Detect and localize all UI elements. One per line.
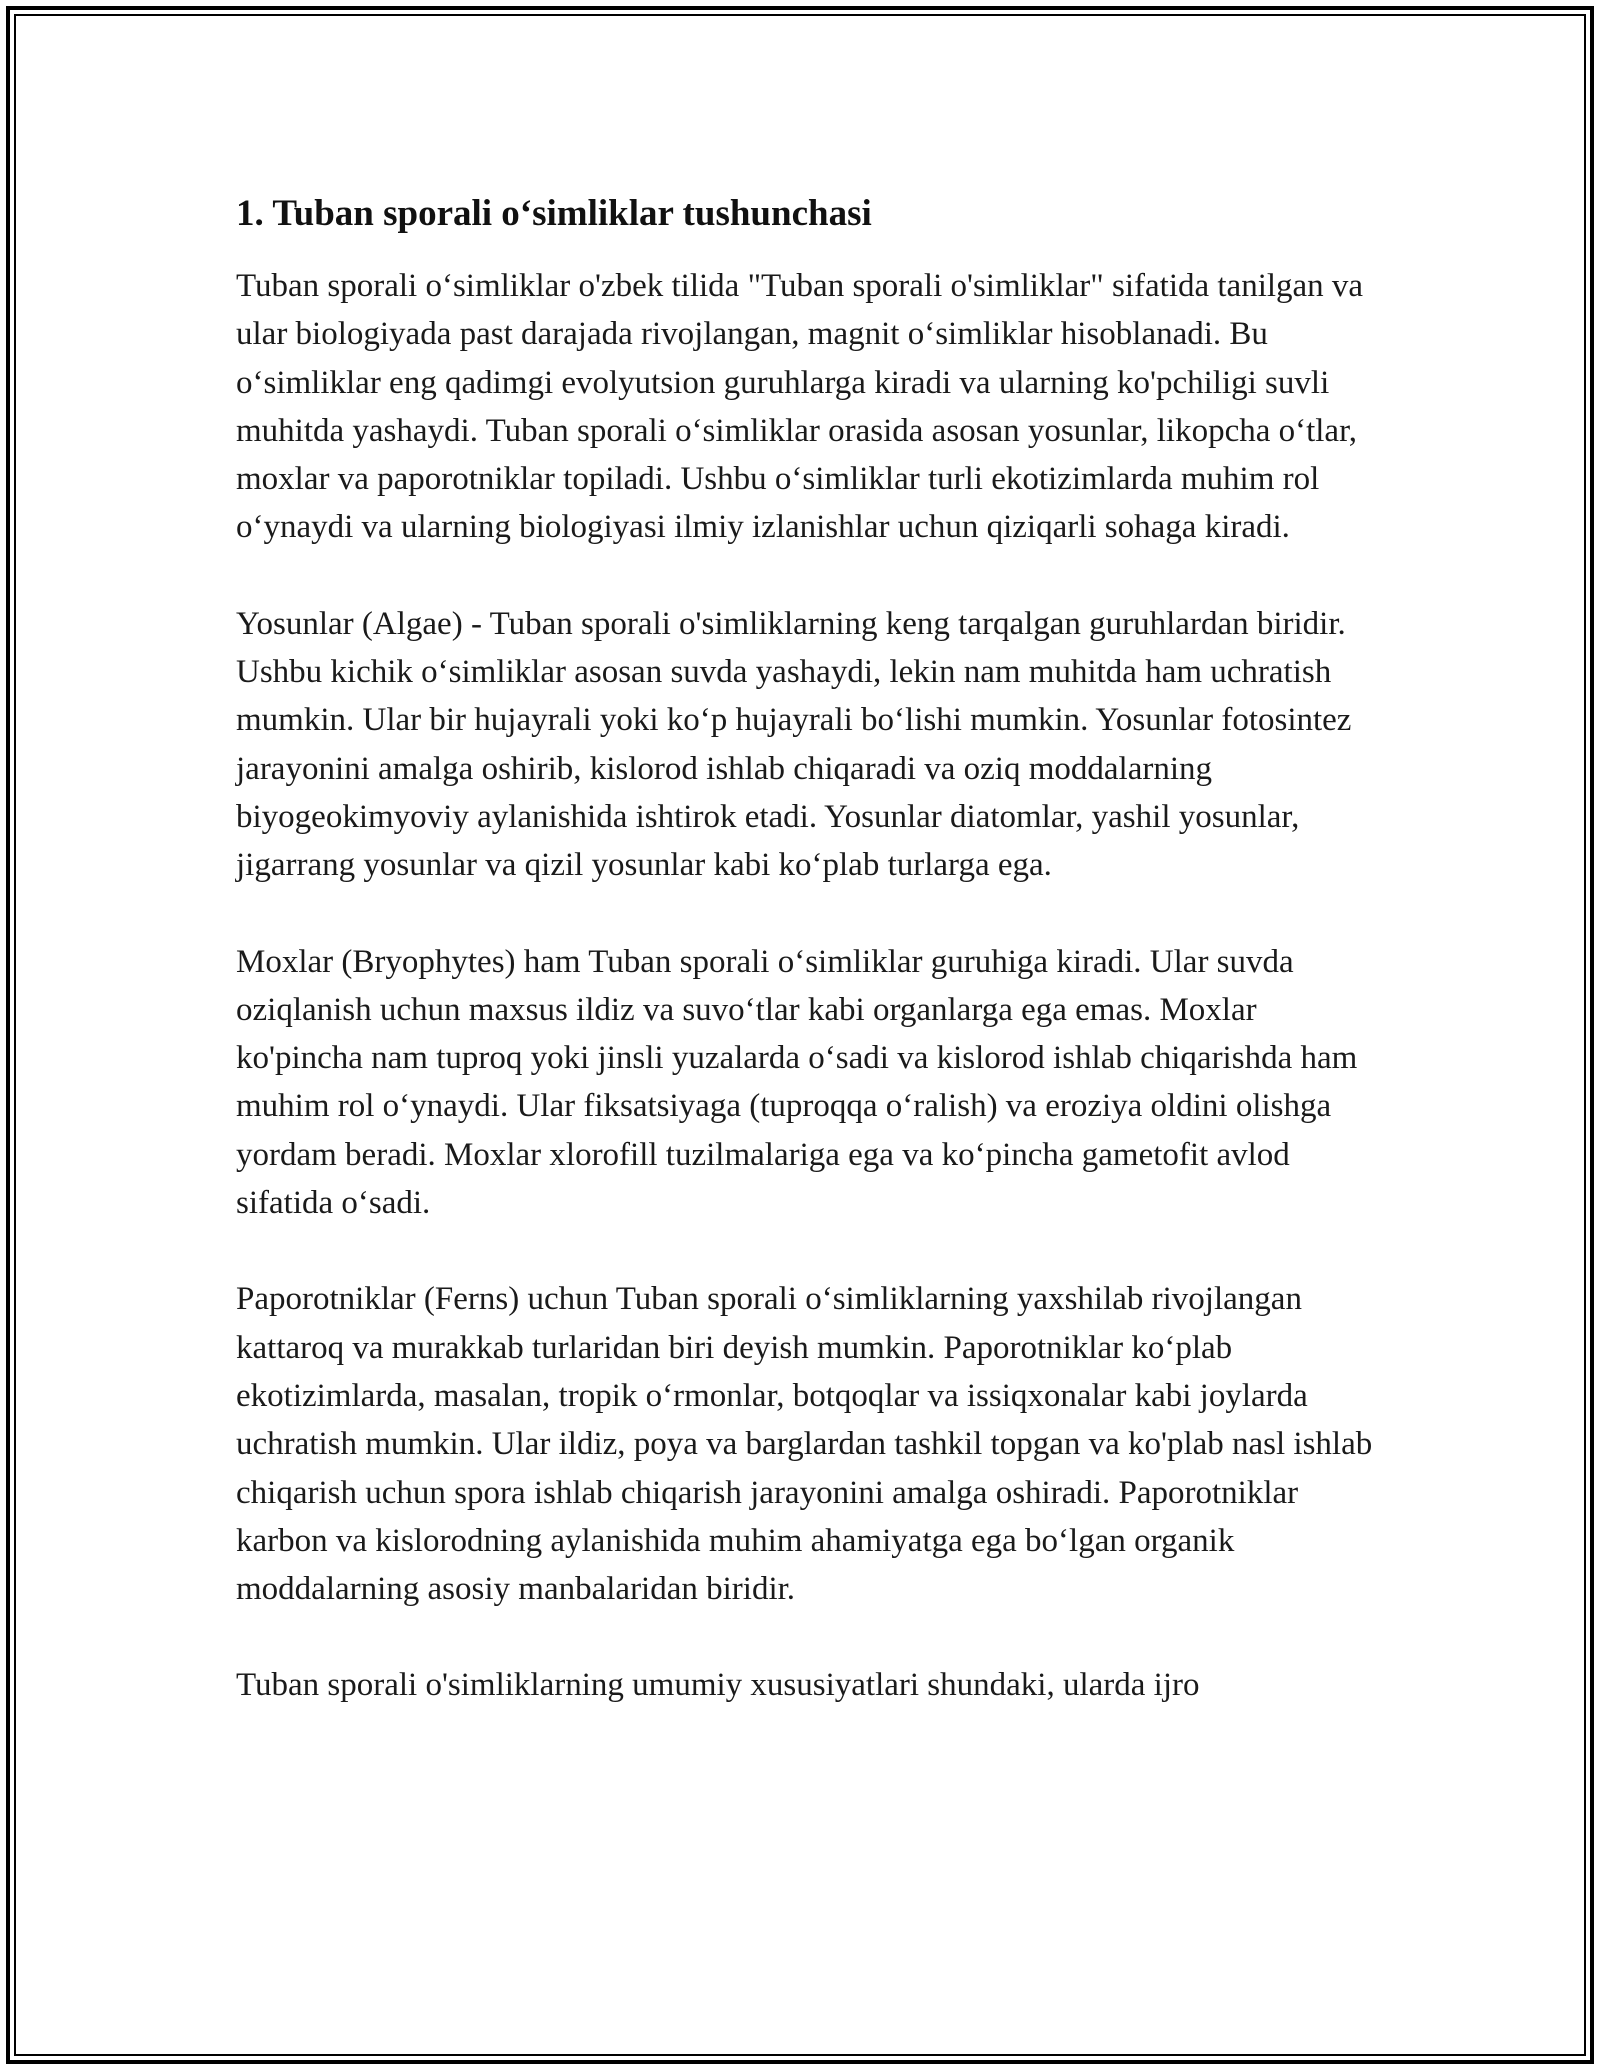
paragraph-intro: Tuban sporali o‘simliklar o'zbek tilida "Tuban sporali o'simliklar" sifatida tanilgan va ular biologiyada past darajada rivojlangan, magnit o‘simliklar hisoblanadi. Bu o‘simliklar eng qadimgi evolyutsion guruhlarga kiradi va ularning ko'pchiligi suvli muhitda yashaydi. Tuban sporali o‘simliklar orasida asosan yosunlar, likopcha o‘tlar, moxlar va paporotniklar topiladi. Ushbu o‘simliklar turli ekotizimlarda muhim rol o‘ynaydi va ularning biologiyasi ilmiy izlanishlar uchun qiziqarli sohaga kiradi. (236, 268, 1364, 546)
section-heading: 1. Tuban sporali o‘simliklar tushunchasi (236, 193, 872, 234)
document-body (236, 190, 1386, 1710)
paragraph-algae: Yosunlar (Algae) - Tuban sporali o'simliklarning keng tarqalgan guruhlardan biridir. Ushbu kichik o‘simliklar asosan suvda yashaydi, lekin nam muhitda ham uchratish mumkin. Ular bir hujayrali yoki ko‘p hujayrali bo‘lishi mumkin. Yosunlar fotosintez jarayonini amalga oshirib, kislorod ishlab chiqaradi va oziq moddalarning biyogeokimyoviy aylanishida ishtirok etadi. Yosunlar diatomlar, yashil yosunlar, jigarrang yosunlar va qizil yosunlar kabi ko‘plab turlarga ega. (236, 605, 1352, 884)
paragraph-general-features: Tuban sporali o'simliklarning umumiy xususiyatlari shundaki, ularda ijro (236, 1667, 1200, 1704)
paragraph-ferns: Paporotniklar (Ferns) uchun Tuban sporali o‘simliklarning yaxshilab rivojlangan kattaroq va murakkab turlaridan biri deyish mumkin. Paporotniklar ko‘plab ekotizimlarda, masalan, tropik o‘rmonlar, botqoqlar va issiqxonalar kabi joylarda uchratish mumkin. Ular ildiz, poya va barglardan tashkil topgan va ko'plab nasl ishlab chiqarish uchun spora ishlab chiqarish jarayonini amalga oshiradi. Paporotniklar karbon va kislorodning aylanishida muhim ahamiyatga ega bo‘lgan organik moddalarning asosiy manbalaridan biridir. (236, 1281, 1373, 1608)
paragraph-bryophytes: Moxlar (Bryophytes) ham Tuban sporali o‘simliklar guruhiga kiradi. Ular suvda oziqlanish uchun maxsus ildiz va suvo‘tlar kabi organlarga ega emas. Moxlar ko'pincha nam tuproq yoki jinsli yuzalarda o‘sadi va kislorod ishlab chiqarishda ham muhim rol o‘ynaydi. Ular fiksatsiyaga (tuproqqa o‘ralish) va eroziya oldini olishga yordam beradi. Moxlar xlorofill tuzilmalariga ega va ko‘pincha gametofit avlod sifatida o‘sadi. (236, 943, 1358, 1222)
